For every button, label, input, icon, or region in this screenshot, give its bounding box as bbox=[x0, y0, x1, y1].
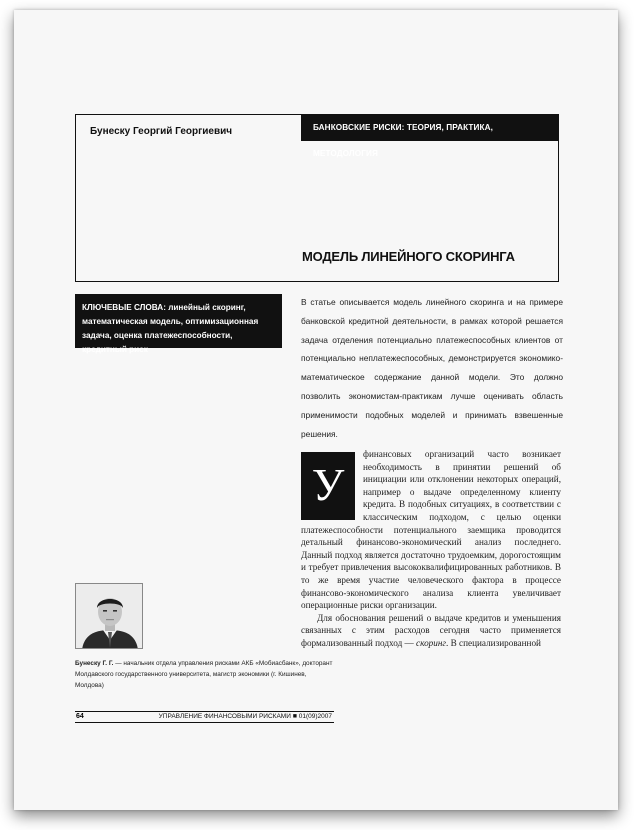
body-paragraph: финансовых организаций часто возникает необходимость в принятии решений об инициации или отклонении некоторых операций, например о выдаче определенному клиенту кредита. В подобных ситуациях, в соответствии с классическим подходом, с целью оценки платежеспособности потенциального заемщика проводится детальный финансово-экономический анализ последнего. Данный подход является достаточно трудоемким, дорогостоящим и требует привлечения высококвалифицированных работников. В то же время участие человеческого фактора в процессе финансово-экономического анализа клиента увеличивает операционные риски организации. bbox=[301, 449, 561, 611]
article-title: МОДЕЛЬ ЛИНЕЙНОГО СКОРИНГА bbox=[302, 249, 515, 264]
author-bio bbox=[75, 658, 337, 691]
article-header bbox=[75, 114, 559, 282]
drop-cap: У bbox=[301, 452, 355, 520]
page-footer bbox=[75, 711, 334, 723]
author-name: Бунеску Георгий Георгиевич bbox=[90, 126, 233, 137]
keywords-box: КЛЮЧЕВЫЕ СЛОВА: линейный скоринг, математическая модель, оптимизационная задача, оценка платежеспособности, кредитный риск bbox=[75, 294, 282, 348]
journal-page bbox=[14, 10, 618, 810]
journal-title: УПРАВЛЕНИЕ ФИНАНСОВЫМИ РИСКАМИ ■ 01(09)2007 bbox=[158, 713, 332, 720]
page-number: 64 bbox=[76, 713, 84, 720]
rubric-bar: БАНКОВСКИЕ РИСКИ: ТЕОРИЯ, ПРАКТИКА, МЕТОДОЛОГИЯ bbox=[301, 115, 559, 141]
article-body bbox=[301, 448, 561, 650]
bio-name: Бунеску Г. Г. bbox=[75, 660, 114, 667]
body-paragraph: Для обоснования решений о выдаче кредитов и уменьшения связанных с этим расходов сегодня часто применяется формализованный подход — скоринг. В специализированной bbox=[301, 612, 561, 648]
author-photo bbox=[75, 583, 143, 649]
bio-text: — начальник отдела управления рисками АКБ «Мобиасбанк», докторант Молдавского государственного университета, магистр экономики (г. Кишинев, Молдова) bbox=[75, 660, 333, 689]
abstract: В статье описывается модель линейного скоринга и на примере банковской кредитной деятельности, в рамках которой решается задача отделения потенциально платежеспособных клиентов от потенциально неплатежеспособных, демонстрируется экономико-математическое содержание данной модели. Это должно позволить экономистам-практикам лучше оценивать область применимости подобных моделей и принимать взвешенные решения. bbox=[301, 297, 563, 439]
